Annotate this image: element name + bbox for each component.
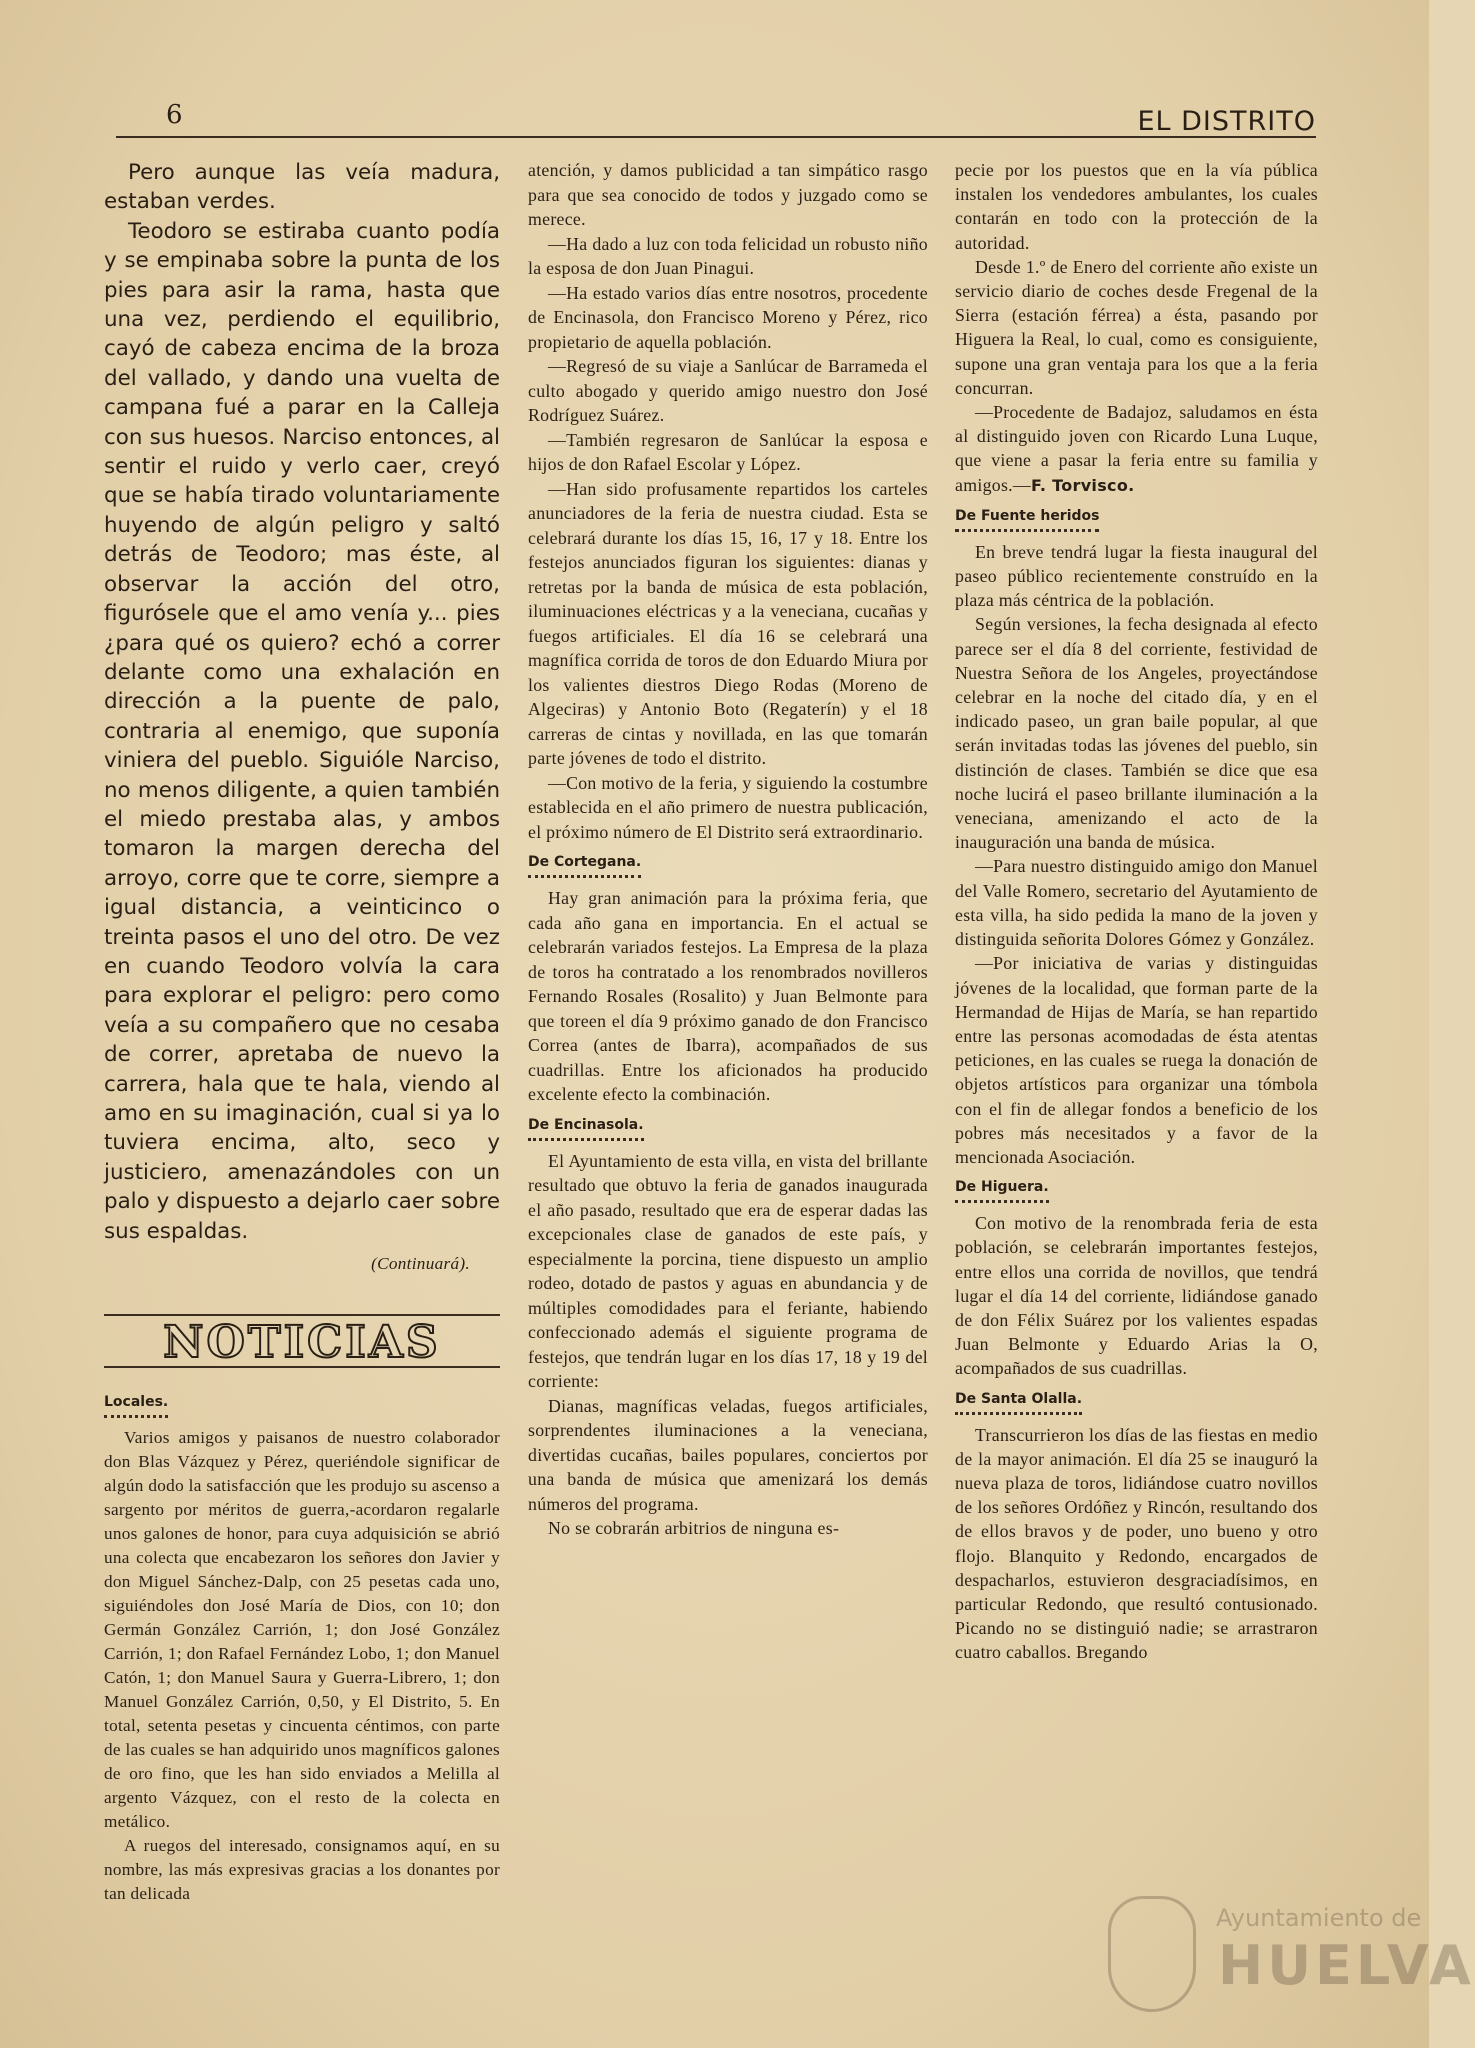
section-encinasola [528, 1107, 928, 1541]
column-1 [104, 158, 500, 1906]
news-paragraph: Desde 1.º de Enero del corriente año existe un servicio diario de coches desde Fregenal de la Sierra (estación férrea) a ésta, pasando por Higuera la Real, lo cual, como es consiguiente, supone una gran ventaja para los que a la feria concurran. [955, 256, 1318, 398]
masthead-title: EL DISTRITO [1137, 106, 1316, 137]
news-paragraph: pecie por los puestos que en la vía pública instalen los vendedores ambulantes, los cuales contarán en todo con la protección de la autoridad. [955, 160, 1318, 253]
news-paragraph: Hay gran animación para la próxima feria, que cada año gana en importancia. En el actual se celebrarán variados festejos. La Empresa de la plaza de toros ha contratado a los renombrados novilleros Fernando Rosales (Rosalito) y Juan Belmonte para que toreen el día 9 próximo ganado de don Francisco Correa (antes de Ibarra), acompañados de sus cuadrillas. Entre los aficionados ha producido excelente efecto la combinación. [528, 888, 928, 1104]
section-locales [104, 1384, 500, 1906]
page-number: 6 [166, 100, 183, 130]
news-paragraph: —También regresaron de Sanlúcar la esposa e hijos de don Rafael Escolar y López. [528, 429, 928, 474]
page-header [116, 100, 1316, 138]
serial-story [104, 158, 500, 1246]
section-title-fuente-heridos: De Fuente heridos [955, 508, 1099, 532]
section-fuente-heridos [955, 498, 1318, 1169]
section-title-cortegana: De Cortegana. [528, 854, 641, 878]
news-paragraph: No se cobrarán arbitrios de ninguna es- [548, 1518, 840, 1538]
news-paragraph: Con motivo de la renombrada feria de esta población, se celebrarán importantes festejos, entre ellos una corrida de novillos, que tendrá lugar el día 14 del corriente, lidiándose ganado de don Félix Suárez por los valientes espadas Juan Belmonte y Eduardo Arias la O, acompañados de sus cuadrillas. [955, 1213, 1318, 1379]
column-2 [528, 158, 928, 1541]
news-paragraph: —Ha estado varios días entre nosotros, procedente de Encinasola, don Francisco Moreno y Pérez, rico propietario de aquella población. [528, 282, 928, 352]
section-locales-continued [528, 158, 928, 844]
continued-note: (Continuará). [371, 1254, 470, 1274]
section-title-higuera: De Higuera. [955, 1179, 1049, 1203]
news-paragraph: —Para nuestro distinguido amigo don Manuel del Valle Romero, secretario del Ayutamiento de esta villa, ha sido pedida la mano de la joven y distinguida señorita Dolores Gómez y González. [955, 856, 1318, 950]
story-paragraph: Pero aunque las veía madura, estaban verdes. [104, 160, 500, 215]
section-title-encinasola: De Encinasola. [528, 1117, 644, 1141]
section-encinasola-continued [955, 158, 1318, 498]
news-paragraph: —Han sido profusamente repartidos los carteles anunciadores de la feria de nuestra ciudad. Esta se celebrará durante los días 15, 16, 17 y 18. Entre los festejos anunciados figuran los siguientes: dianas y retretas por la banda de música de esta población, iluminuaciones eléctricas y a la veneciana, cucañas y fuegos artificiales. El día 16 se celebrará una magnífica corrida de toros de don Eduardo Miura por los valientes diestros Diego Rodas (Moreno de Algeciras) y Antonio Boto (Regaterín) y el 18 carreras de cintas y novillada, en las que tomarán parte jóvenes de todo el distrito. [528, 478, 928, 768]
news-paragraph: Dianas, magníficas veladas, fuegos artificiales, sorprendentes iluminaciones a la veneciana, divertidas cucañas, bailes populares, conciertos por una banda de música que amenizará los demás números del programa. [528, 1395, 928, 1514]
section-cortegana [528, 844, 928, 1107]
watermark-line1: Ayuntamiento de [1216, 1904, 1422, 1932]
news-paragraph: —Ha dado a luz con toda felicidad un robusto niño la esposa de don Juan Pinagui. [528, 233, 928, 278]
news-paragraph: —Regresó de su viaje a Sanlúcar de Barrameda el culto abogado y querido amigo nuestro don José Rodríguez Suárez. [528, 356, 928, 425]
news-paragraph: —Con motivo de la feria, y siguiendo la costumbre establecida en el año primero de nuestra publicación, el próximo número de El Distrito será extraordinario. [528, 772, 928, 842]
archive-watermark [1108, 1888, 1475, 2028]
author-signature: F. Torvisco. [1031, 475, 1135, 495]
coat-of-arms-icon [1108, 1896, 1196, 2012]
story-paragraph: Teodoro se estiraba cuanto podía y se empinaba sobre la punta de los pies para asir la rama, hasta que una vez, perdiendo el equilibrio, cayó de cabeza encima de la broza del vallado, y dando una vuelta de campana fué a parar en la Calleja con sus huesos. Narciso entonces, al sentir el ruido y verlo caer, creyó que se había tirado voluntariamente huyendo de algún peligro y saltó detrás de Teodoro; mas éste, al observar la acción del otro, figurósele que el amo venía y... pies ¿para qué os quiero? echó a correr delante como una exhalación en dirección a la puente de palo, contraria al enemigo, que suponía viniera del pueblo. Siguióle Narciso, no menos diligente, a quien también el miedo prestaba alas, y ambos tomaron la margen derecha del arroyo, corre que te corre, siempre a igual distancia, a veinticinco o treinta pasos el uno del otro. De vez en cuando Teodoro volvía la cara para explorar el peligro: pero como veía a su compañero que no cesaba de correr, apretaba de nuevo la carrera, hala que te hala, viendo al amo en su imaginación, cual si ya lo tuviera encima, alto, seco y justiciero, amenazándoles con un palo y dispuesto a dejarlo caer sobre sus espaldas. [104, 218, 500, 1244]
news-paragraph: atención, y damos publicidad a tan simpático rasgo para que sea conocido de todos y juzgado como se merece. [528, 160, 928, 229]
section-title-locales: Locales. [104, 1394, 168, 1418]
section-title-santa-olalla: De Santa Olalla. [955, 1391, 1082, 1415]
column-3 [955, 158, 1318, 1665]
watermark-line2: HUELVA [1218, 1934, 1475, 1997]
news-paragraph: Varios amigos y paisanos de nuestro colaborador don Blas Vázquez y Pérez, queriéndole significar de algún dodo la satisfacción que les produjo su ascenso a sargento por méritos de guerra,-acordaron regalarle unos galones de honor, para cuya adquisición se abrió una colecta que encabezaron los señores don Javier y don Miguel Sánchez-Dalp, con 25 pesetas cada uno, siguiéndoles don José María de Dios, con 10; don Germán González Carrión, 1; don José González Carrión, 1; don Rafael Fernández Lobo, 1; don Manuel Catón, 1; don Manuel Saura y Guerra-Librero, 1; don Manuel González Carrión, 0,50, y El Distrito, 5. En total, setenta pesetas y cincuenta céntimos, con parte de las cuales se han adquirido unos magníficos galones de oro fino, que les han sido enviados a Melilla al argento Vázquez, con el resto de la colecta en metálico. [104, 1428, 500, 1832]
noticias-title: NOTICIAS [163, 1317, 441, 1369]
news-paragraph: A ruegos del interesado, consignamos aquí, en su nombre, las más expresivas gracias a los donantes por tan delicada [104, 1836, 500, 1904]
news-paragraph: El Ayuntamiento de esta villa, en vista del brillante resultado que obtuvo la feria de ganados inaugurada el año pasado, resultado que era de esperar dadas las excepcionales clase de ganados de este país, y especialmente la porcina, tiene dispuesto un amplio rodeo, dotado de pastos y aguas en abundancia y de múltiples comodidades para el feriante, habiendo confeccionado además el siguiente programa de festejos, que tendrán lugar en los días 17, 18 y 19 del corriente: [528, 1150, 928, 1391]
section-santa-olalla [955, 1381, 1318, 1665]
news-paragraph: —Por iniciativa de varias y distinguidas jóvenes de la localidad, que forman parte de la Hermandad de Hijas de María, se han repartido entre las personas acomodadas de ésta atentas peticiones, en las cuales se ruega la donación de objetos artísticos para organizar una tómbola con el fin de allegar fondos a beneficio de los pobres más necesitados y a favor de la mencionada Asociación. [955, 953, 1318, 1167]
section-higuera [955, 1169, 1318, 1380]
news-paragraph: Según versiones, la fecha designada al efecto parece ser el día 8 del corriente, festividad de Nuestra Señora de los Angeles, proyectándose celebrar en la noche del citado día, y en el indicado paseo, un gran baile popular, al que serán invitadas todas las jóvenes del pueblo, sin distinción de clases. También se dice que esa noche lucirá el paseo brillante iluminación a la veneciana, amenizando el acto de la inauguración una banda de música. [955, 614, 1318, 853]
news-paragraph: En breve tendrá lugar la fiesta inaugural del paseo público recientemente construído en la plaza más céntrica de la población. [955, 541, 1318, 611]
news-paragraph [955, 400, 1318, 498]
news-text: —Procedente de Badajoz, saludamos en ésta al distinguido joven con Ricardo Luna Luque, que viene a pasar la feria entre su familia y amigos.— [955, 402, 1318, 495]
noticias-banner [104, 1314, 500, 1368]
news-paragraph: Transcurrieron los días de las fiestas en medio de la mayor animación. El día 25 se inauguró la nueva plaza de toros, lidiándose cuatro novillos de los señores Ordóñez y Rincón, resultando dos de ellos bravos y de poder, uno bueno y otro flojo. Blanquito y Redondo, encargados de despacharlos, estuvieron desgraciadísimos, en particular Redondo, que resultó contusionado. Picando no se distinguió nadie; se arrastraron cuatro caballos. Bregando [955, 1424, 1318, 1663]
